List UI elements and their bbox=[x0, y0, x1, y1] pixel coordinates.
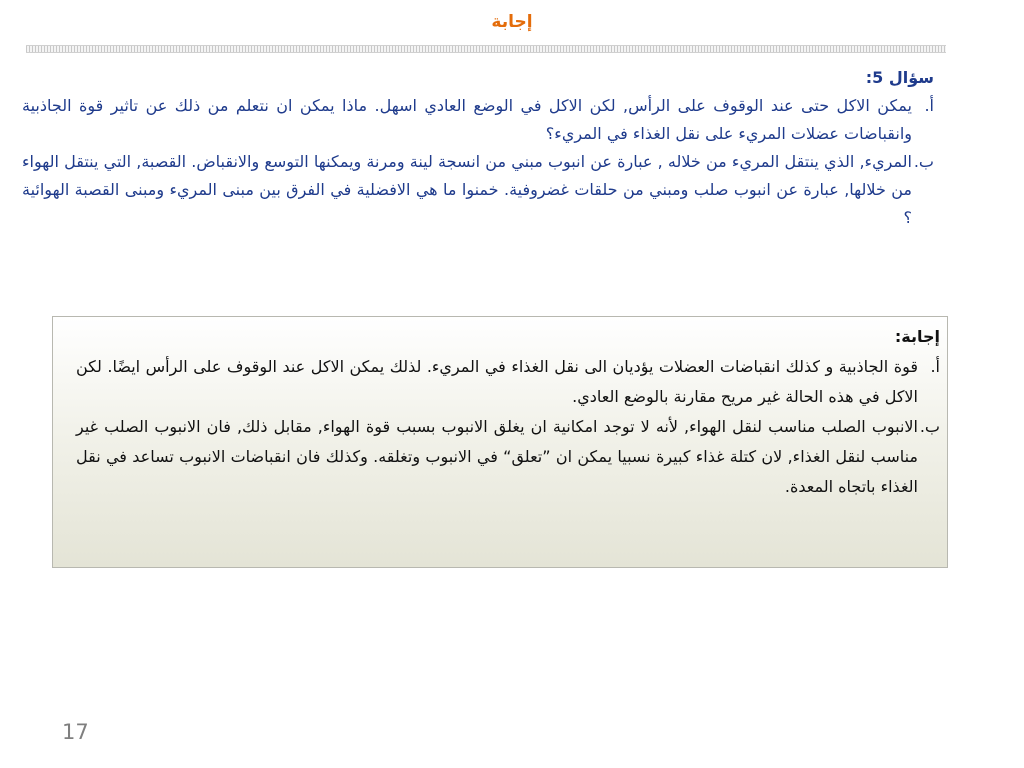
title-divider bbox=[26, 45, 946, 53]
question-item-b-text: المريء, الذي ينتقل المريء من خلاله , عبارة عن انبوب مبني من انسجة لينة ومرنة ويمكنها التوسع والانقباض. القصبة, التي ينتقل الهواء من خلالها, عبارة عن انبوب صلب ومبني من حلقات غضروفية. خمنوا ما هي الافضلية في الفرق بين مبنى المريء ومبنى القصبة الهوائية ؟ bbox=[22, 152, 912, 227]
answer-item-a-text: قوة الجاذبية و كذلك انقباضات العضلات يؤديان الى نقل الغذاء في المريء. لذلك يمكن الاكل عند الوقوف على الرأس ايضًا. لكن الاكل في هذه الحالة غير مريح مقارنة بالوضع العادي. bbox=[76, 357, 918, 406]
answer-block bbox=[76, 322, 940, 502]
answer-item-b bbox=[76, 412, 940, 502]
answer-item-a bbox=[76, 352, 940, 412]
question-item-b-marker: ب. bbox=[913, 152, 934, 171]
question-block bbox=[22, 64, 934, 232]
page-number: 17 bbox=[62, 720, 89, 744]
answer-heading: إجابة: bbox=[894, 327, 940, 346]
slide-title: إجابة bbox=[491, 12, 533, 32]
answer-item-a-marker: أ. bbox=[930, 357, 940, 376]
question-item-a-marker: أ. bbox=[924, 96, 934, 115]
answer-item-b-text: الانبوب الصلب مناسب لنقل الهواء, لأنه لا توجد امكانية ان يغلق الانبوب بسبب قوة الهواء, مقابل ذلك, فان الانبوب الصلب غير مناسب لنقل الغذاء, لان كتلة غذاء كبيرة نسبيا يمكن ان ”تعلق“ في الانبوب وتغلقه. وكذلك فان انقباضات الانبوب تساعد في نقل الغذاء باتجاه المعدة. bbox=[76, 417, 918, 496]
question-heading: سؤال 5: bbox=[865, 68, 934, 87]
question-item-a bbox=[22, 92, 934, 148]
answer-item-b-marker: ب. bbox=[919, 417, 940, 436]
question-item-b bbox=[22, 148, 934, 232]
question-item-a-text: يمكن الاكل حتى عند الوقوف على الرأس, لكن الاكل في الوضع العادي اسهل. ماذا يمكن ان نتعلم من ذلك عن تاثير قوة الجاذبية وانقباضات عضلات المريء على نقل الغذاء في المريء؟ bbox=[22, 96, 912, 143]
